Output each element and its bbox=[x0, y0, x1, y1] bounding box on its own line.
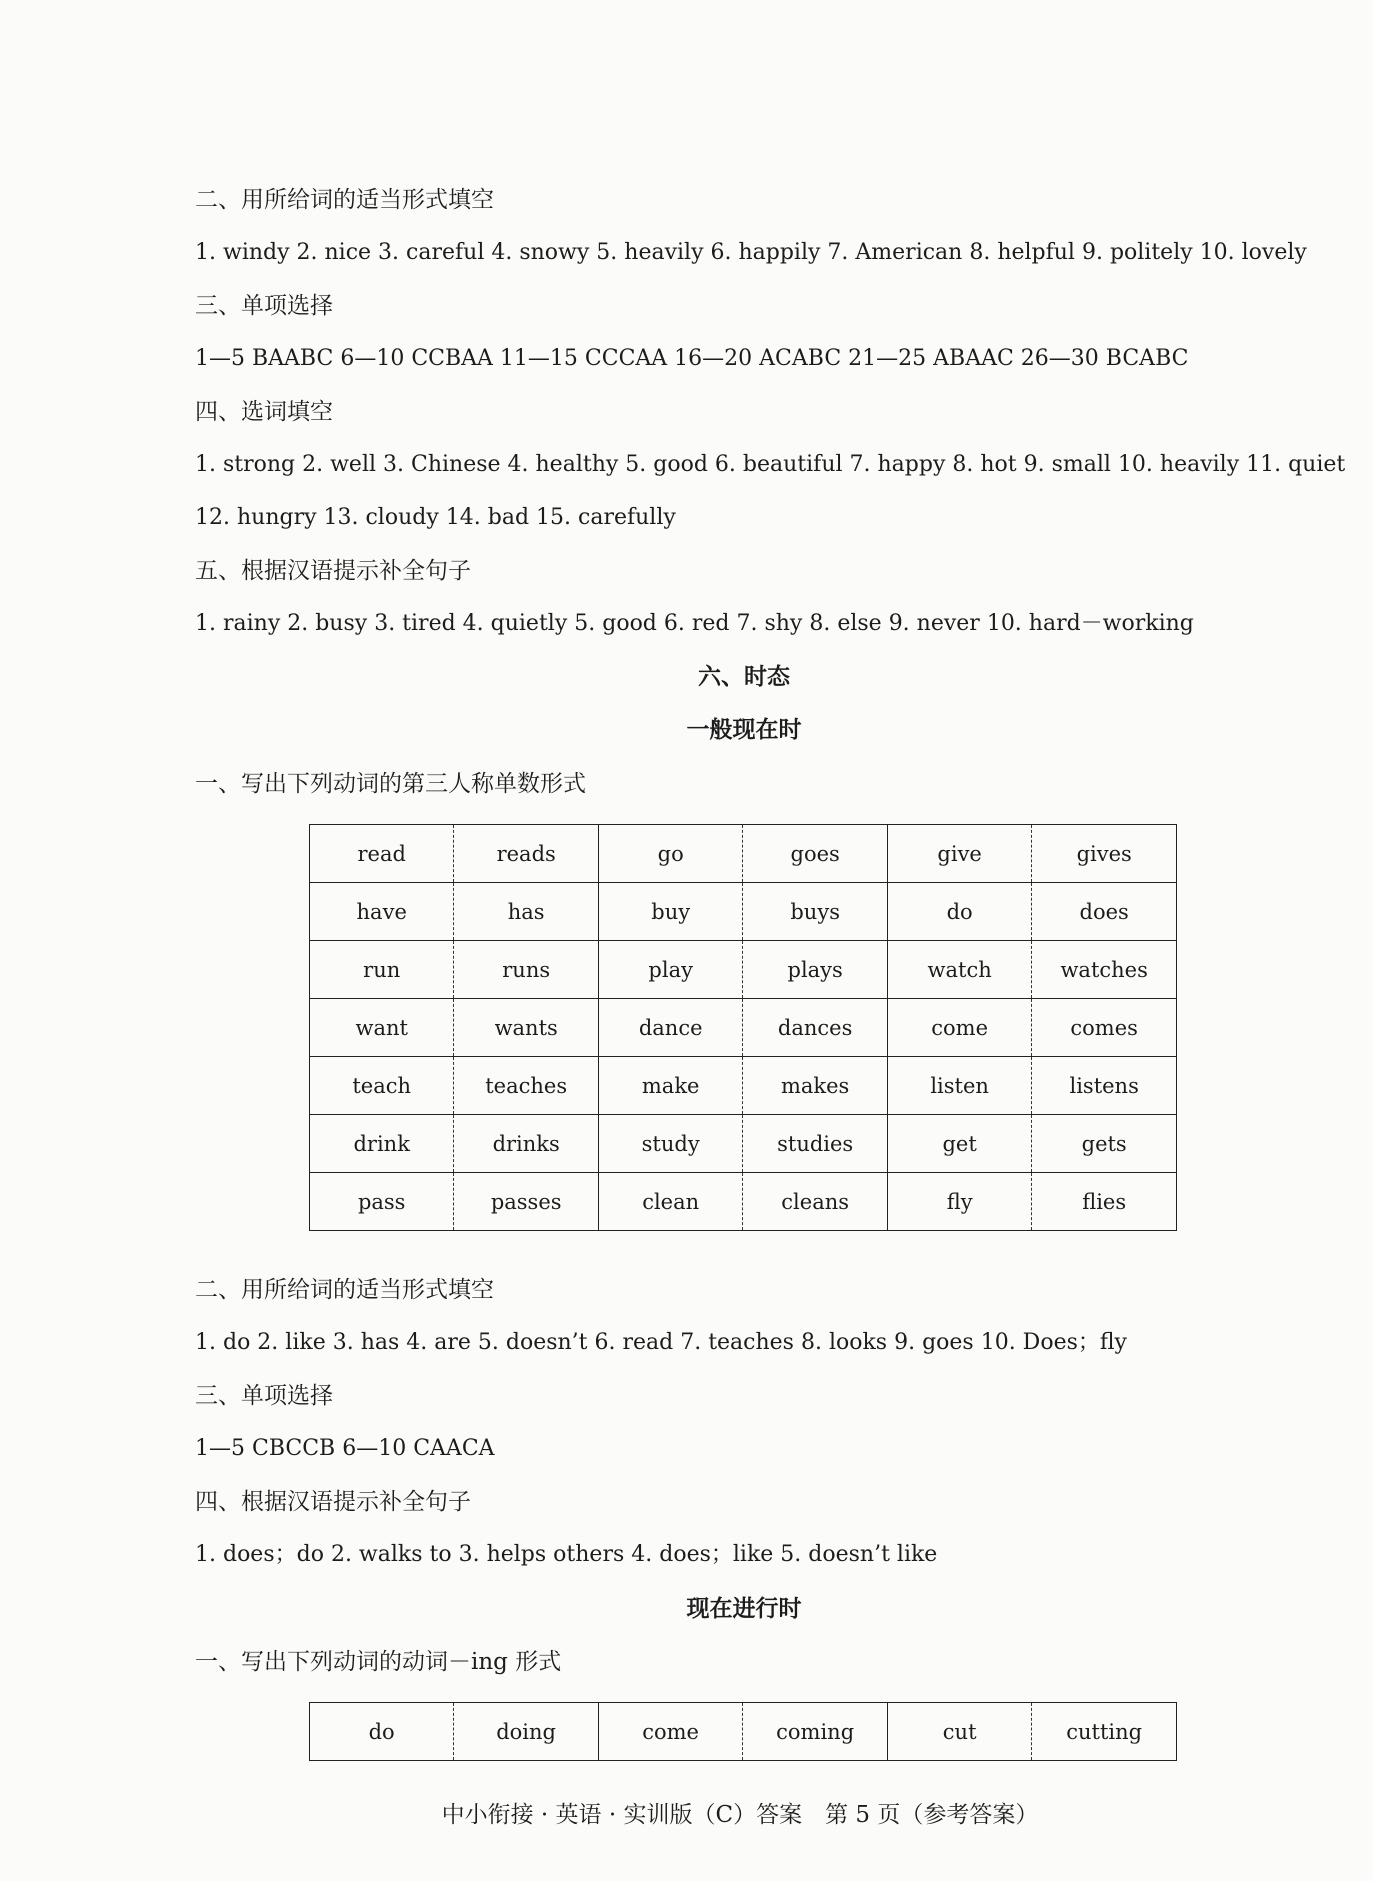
present-continuous-q1-heading: 一、写出下列动词的动词－ing 形式 bbox=[195, 1649, 562, 1675]
simple-present-title: 一般现在时 bbox=[686, 716, 802, 743]
section2-answers: 1. windy 2. nice 3. careful 4. snowy 5. heavily 6. happily 7. American 8. helpful 9. politely 10. lovely bbox=[195, 240, 1307, 265]
simple-present-q4-heading: 四、根据汉语提示补全句子 bbox=[195, 1489, 471, 1515]
verb-form-cell: cleans bbox=[743, 1173, 888, 1231]
verb-base-cell: make bbox=[598, 1057, 742, 1115]
verb-form-cell: wants bbox=[454, 999, 599, 1057]
verb-base-cell: do bbox=[887, 883, 1031, 941]
verb-form-cell: runs bbox=[454, 941, 599, 999]
section3-answers: 1—5 BAABC 6—10 CCBAA 11—15 CCCAA 16—20 ACABC 21—25 ABAAC 26—30 BCABC bbox=[195, 346, 1189, 371]
verb-base-cell: watch bbox=[887, 941, 1031, 999]
simple-present-q3-heading: 三、单项选择 bbox=[195, 1383, 333, 1409]
verb-base-cell: clean bbox=[598, 1173, 742, 1231]
verb-base-cell: come bbox=[887, 999, 1031, 1057]
third-person-verb-table bbox=[309, 824, 1177, 1231]
table-row bbox=[310, 1703, 1177, 1761]
verb-form-cell: goes bbox=[743, 825, 888, 883]
present-continuous-title: 现在进行时 bbox=[686, 1595, 802, 1622]
table-row bbox=[310, 1173, 1177, 1231]
verb-form-cell: teaches bbox=[454, 1057, 599, 1115]
verb-base-cell: read bbox=[310, 825, 454, 883]
table-row bbox=[310, 883, 1177, 941]
verb-base-cell: get bbox=[887, 1115, 1031, 1173]
verb-base-cell: drink bbox=[310, 1115, 454, 1173]
section4-answers-line2: 12. hungry 13. cloudy 14. bad 15. carefully bbox=[195, 505, 676, 530]
section4-heading: 四、选词填空 bbox=[195, 399, 333, 425]
verb-base-cell: teach bbox=[310, 1057, 454, 1115]
verb-form-cell: dances bbox=[743, 999, 888, 1057]
table-row bbox=[310, 941, 1177, 999]
verb-base-cell: pass bbox=[310, 1173, 454, 1231]
verb-form-cell: gets bbox=[1032, 1115, 1177, 1173]
verb-base-cell: come bbox=[598, 1703, 743, 1761]
verb-base-cell: buy bbox=[598, 883, 742, 941]
verb-base-cell: do bbox=[310, 1703, 454, 1761]
section5-answers: 1. rainy 2. busy 3. tired 4. quietly 5. good 6. red 7. shy 8. else 9. never 10. hard－working bbox=[195, 611, 1194, 636]
verb-form-cell: drinks bbox=[454, 1115, 599, 1173]
verb-form-cell: cutting bbox=[1032, 1703, 1177, 1761]
verb-form-cell: comes bbox=[1032, 999, 1177, 1057]
simple-present-q2-answers: 1. do 2. like 3. has 4. are 5. doesn’t 6. read 7. teaches 8. looks 9. goes 10. Does；fly bbox=[195, 1330, 1127, 1355]
part6-title: 六、时态 bbox=[698, 663, 790, 690]
verb-form-cell: listens bbox=[1032, 1057, 1177, 1115]
verb-form-cell: gives bbox=[1032, 825, 1177, 883]
verb-form-cell: coming bbox=[743, 1703, 888, 1761]
verb-base-cell: go bbox=[598, 825, 742, 883]
verb-base-cell: play bbox=[598, 941, 742, 999]
verb-base-cell: cut bbox=[887, 1703, 1031, 1761]
verb-base-cell: give bbox=[887, 825, 1031, 883]
table-row bbox=[310, 825, 1177, 883]
verb-form-cell: has bbox=[454, 883, 599, 941]
simple-present-q3-answers: 1—5 CBCCB 6—10 CAACA bbox=[195, 1436, 495, 1461]
simple-present-q4-answers: 1. does；do 2. walks to 3. helps others 4. does；like 5. doesn’t like bbox=[195, 1542, 938, 1567]
section4-answers-line1: 1. strong 2. well 3. Chinese 4. healthy 5. good 6. beautiful 7. happy 8. hot 9. small 10. heavily 11. quiet bbox=[195, 452, 1346, 477]
table-row bbox=[310, 999, 1177, 1057]
section5-heading: 五、根据汉语提示补全句子 bbox=[195, 558, 471, 584]
verb-base-cell: want bbox=[310, 999, 454, 1057]
verb-form-cell: plays bbox=[743, 941, 888, 999]
verb-base-cell: listen bbox=[887, 1057, 1031, 1115]
verb-base-cell: have bbox=[310, 883, 454, 941]
ing-form-verb-table bbox=[309, 1702, 1177, 1761]
verb-form-cell: reads bbox=[454, 825, 599, 883]
verb-base-cell: run bbox=[310, 941, 454, 999]
verb-form-cell: doing bbox=[454, 1703, 599, 1761]
verb-base-cell: dance bbox=[598, 999, 742, 1057]
verb-base-cell: study bbox=[598, 1115, 742, 1173]
table-row bbox=[310, 1115, 1177, 1173]
verb-form-cell: watches bbox=[1032, 941, 1177, 999]
verb-form-cell: passes bbox=[454, 1173, 599, 1231]
section3-heading: 三、单项选择 bbox=[195, 293, 333, 319]
verb-form-cell: flies bbox=[1032, 1173, 1177, 1231]
page-footer: 中小衔接 · 英语 · 实训版（C）答案 第 5 页（参考答案） bbox=[441, 1802, 1039, 1828]
simple-present-q1-heading: 一、写出下列动词的第三人称单数形式 bbox=[195, 771, 586, 797]
verb-base-cell: fly bbox=[887, 1173, 1031, 1231]
table-row bbox=[310, 1057, 1177, 1115]
verb-form-cell: studies bbox=[743, 1115, 888, 1173]
simple-present-q2-heading: 二、用所给词的适当形式填空 bbox=[195, 1277, 494, 1303]
verb-form-cell: makes bbox=[743, 1057, 888, 1115]
section2-heading: 二、用所给词的适当形式填空 bbox=[195, 187, 494, 213]
verb-form-cell: does bbox=[1032, 883, 1177, 941]
verb-form-cell: buys bbox=[743, 883, 888, 941]
